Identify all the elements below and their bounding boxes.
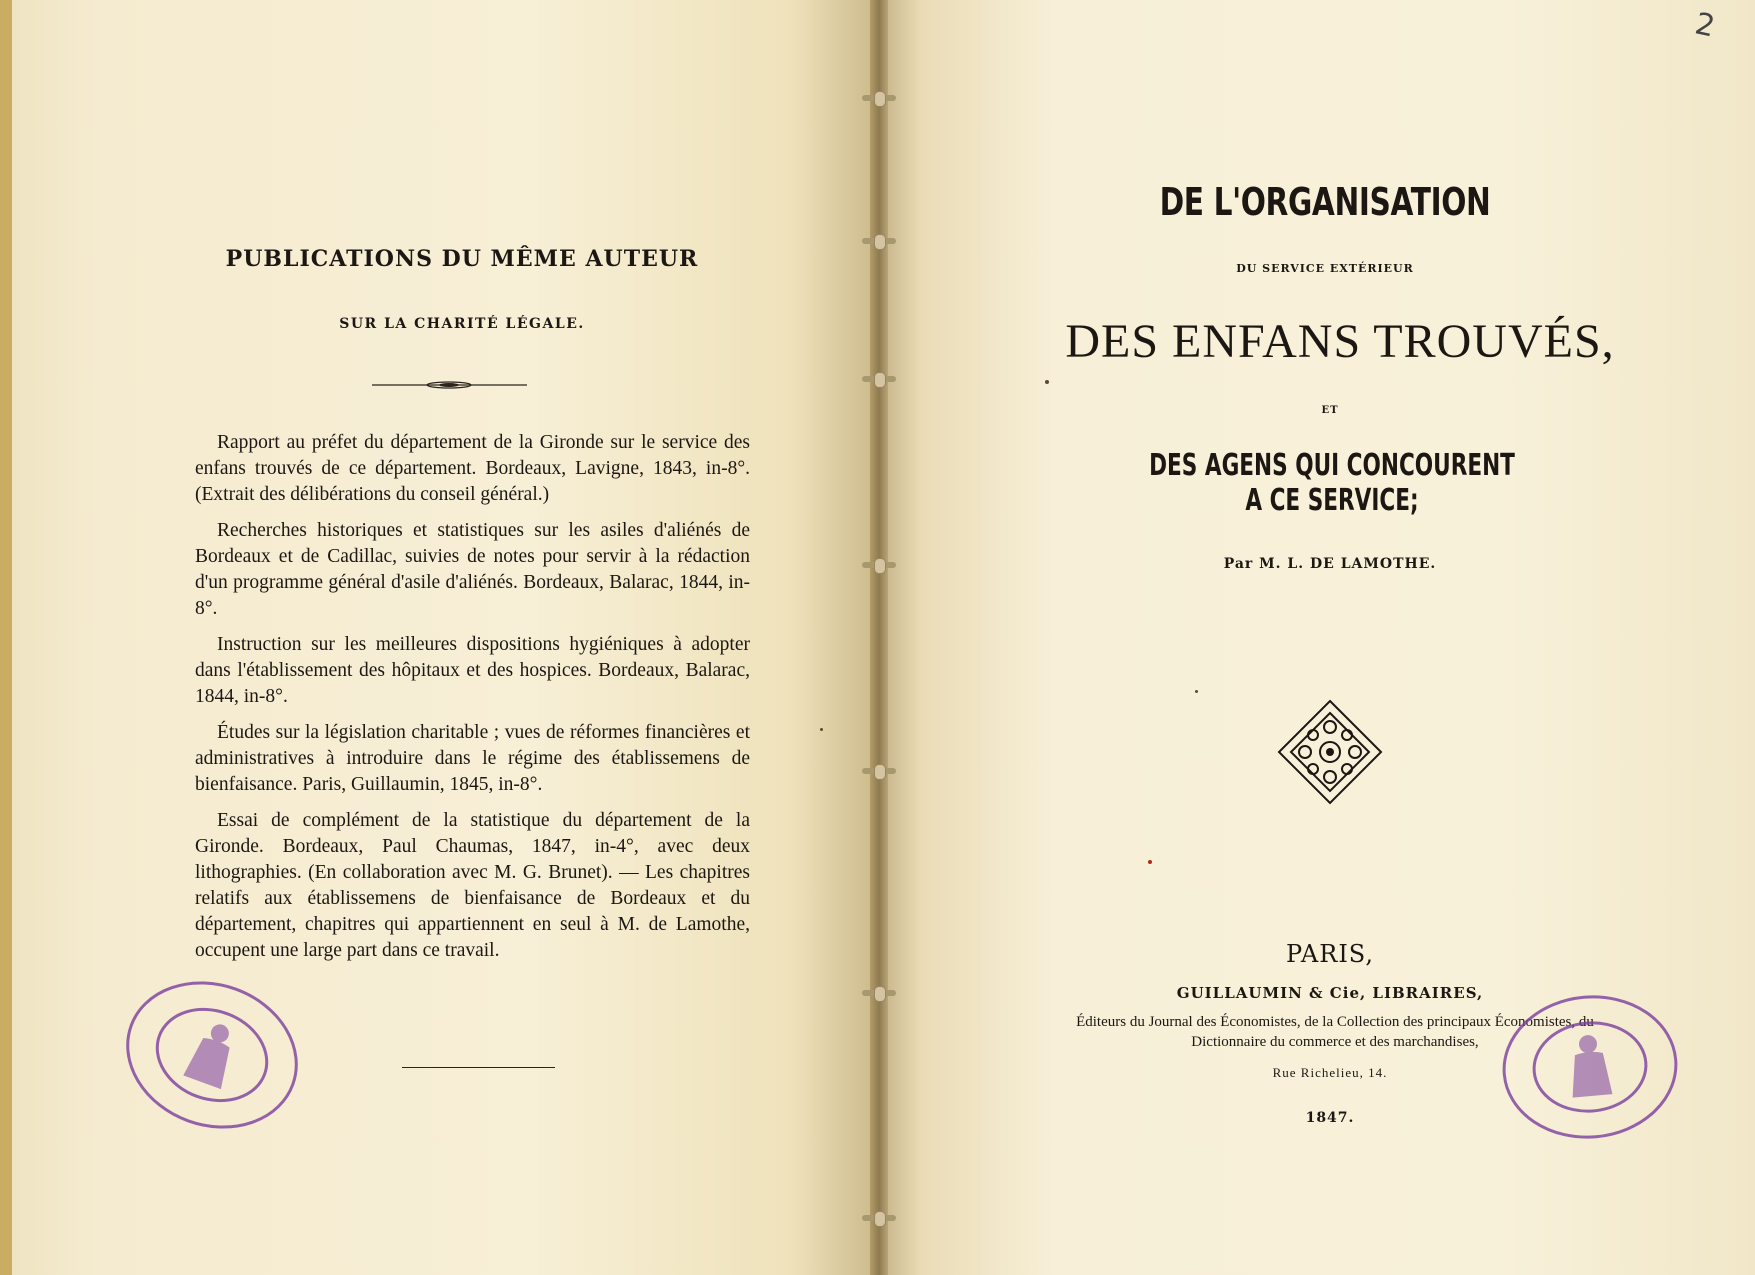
main-title: DES ENFANS TROUVÉS,	[1065, 315, 1615, 368]
page-number: 2	[1692, 6, 1718, 45]
paper-speck	[1045, 380, 1049, 384]
list-item: Études sur la législation charitable ; vues de réformes financières et administratives à introduire dans le régime des établissemens de bienfaisance. Paris, Guillaumin, 1845, in-8°.	[195, 722, 750, 795]
paper-speck	[1195, 690, 1198, 693]
publications-heading: PUBLICATIONS DU MÊME AUTEUR	[225, 246, 699, 272]
author-line: Par M. L. DE LAMOTHE.	[1223, 556, 1437, 572]
binding-stitch	[862, 990, 896, 996]
binding-stitch	[862, 1215, 896, 1221]
title-secondary: DES AGENS QUI CONCOURENT A CE SERVICE;	[1149, 448, 1515, 518]
ornament-rule-icon	[372, 380, 527, 390]
list-item: Rapport au préfet du département de la Gironde sur le service des enfans trouvés de ce département. Bordeaux, Lavigne, 1843, in-8°. (Extrait des délibérations du conseil général.)	[195, 432, 750, 505]
publications-list	[195, 430, 750, 974]
list-item: Recherches historiques et statistiques sur les asiles d'aliénés de Bordeaux et de Cadillac, suivies de notes pour servir à la rédaction d'un programme général d'asile d'aliénés. Bordeaux, Balarac, 1844, in-8°.	[195, 520, 750, 619]
binding-stitch	[862, 95, 896, 101]
binding-gutter	[870, 0, 888, 1275]
binding-stitch	[862, 238, 896, 244]
title-conjunction: ET	[1321, 405, 1339, 416]
imprint-address: Rue Richelieu, 14.	[1272, 1065, 1388, 1080]
binding-stitch	[862, 376, 896, 382]
title-subline: DU SERVICE EXTÉRIEUR	[1236, 262, 1414, 275]
imprint-city: PARIS,	[1285, 940, 1375, 968]
paper-speck	[820, 728, 823, 731]
fleuron-ornament-icon	[1275, 697, 1385, 807]
list-item: Essai de complément de la statistique du département de la Gironde. Bordeaux, Paul Chaumas, 1847, in-4°, avec deux lithographies. (En collaboration avec M. G. Brunet). — Les chapitres relatifs aux établissemens de bienfaisance de Bordeaux et du département, chapitres qui appartiennent en seul à M. de Lamothe, occupent une large part dans ce travail.	[195, 810, 750, 961]
publications-subheading: SUR LA CHARITÉ LÉGALE.	[339, 316, 585, 332]
bottom-rule	[402, 1067, 555, 1068]
library-stamp-icon	[1494, 984, 1686, 1149]
binding-stitch	[862, 562, 896, 568]
imprint-editors: Éditeurs du Journal des Économistes, de la Collection des principaux Économistes, du Dictionnaire du commerce et des marchandises,	[1076, 1014, 1594, 1050]
list-item: Instruction sur les meilleures dispositions hygiéniques à adopter dans l'établissement des hôpitaux et des hospices. Bordeaux, Balarac, 1844, in-8°.	[195, 634, 750, 707]
paper-speck	[1148, 860, 1152, 864]
page-title: DE L'ORGANISATION	[1159, 180, 1491, 224]
binding-stitch	[862, 768, 896, 774]
imprint-year: 1847.	[1305, 1110, 1355, 1126]
imprint-publisher: GUILLAUMIN & Cie, LIBRAIRES,	[1176, 984, 1484, 1002]
